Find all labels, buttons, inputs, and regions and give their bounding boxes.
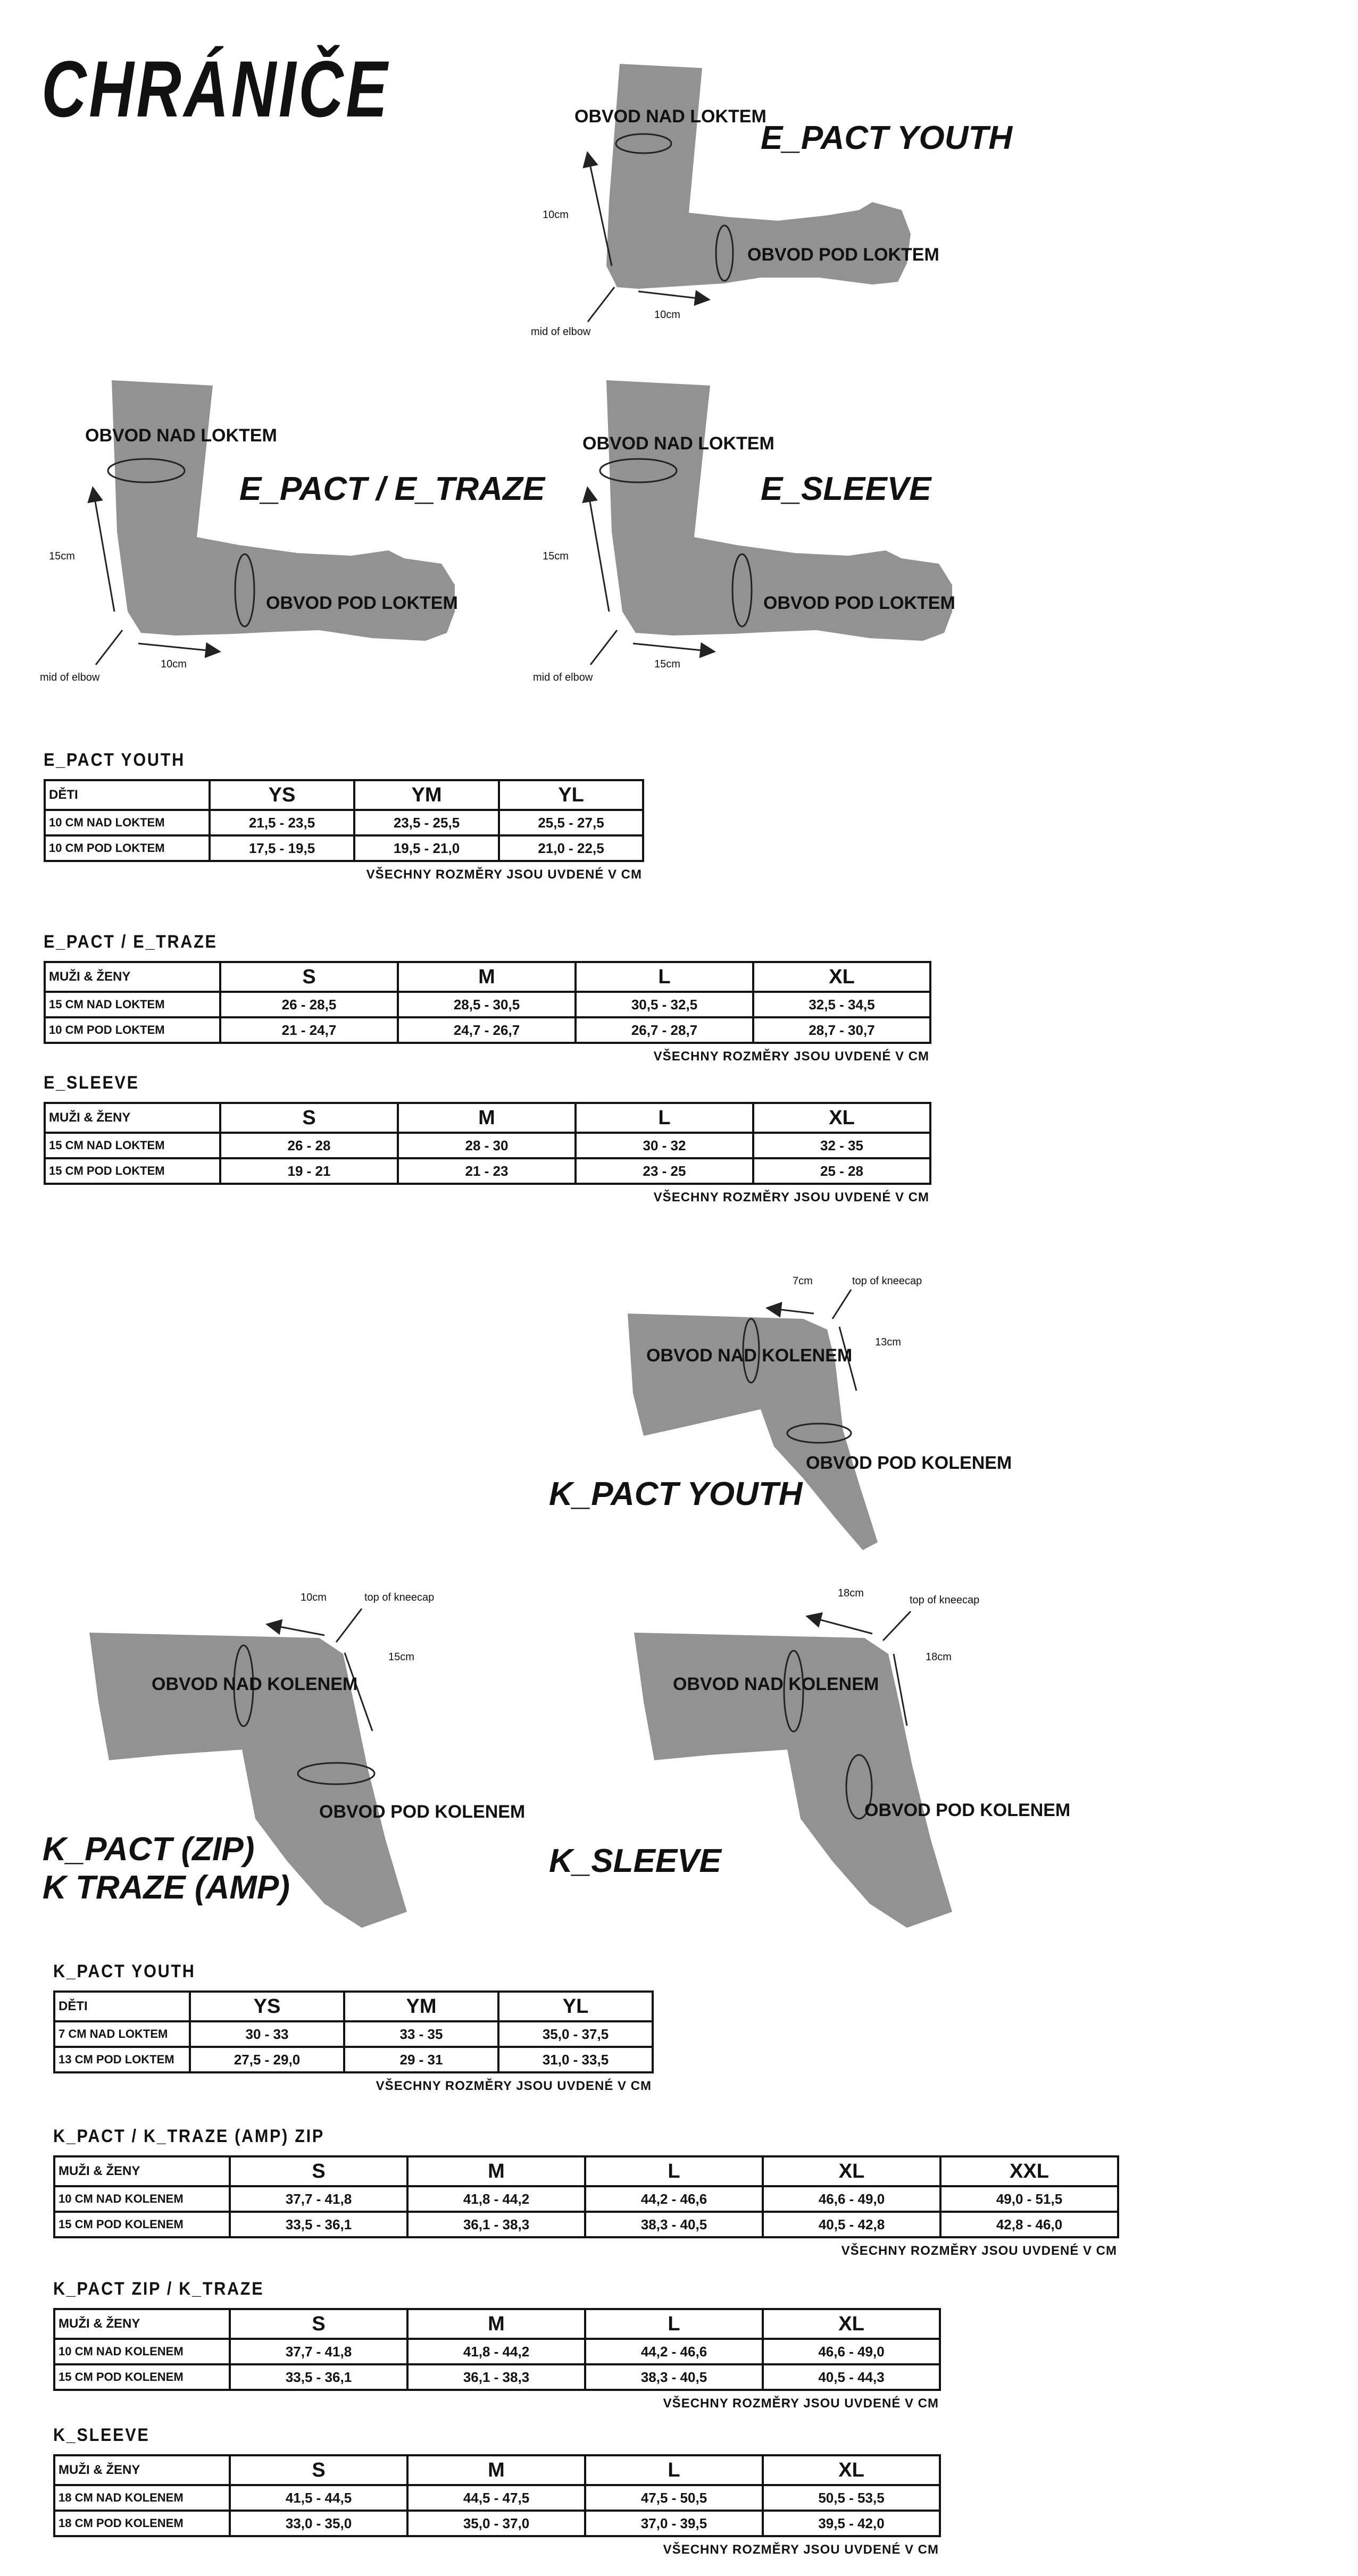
table-cell: 44,5 - 47,5 — [407, 2485, 585, 2511]
ref-label: mid of elbow — [533, 672, 593, 683]
table-cell: 42,8 - 46,0 — [940, 2212, 1118, 2237]
row-label: 10 CM POD LOKTEM — [45, 1017, 220, 1043]
header-cell: XXL — [940, 2156, 1118, 2186]
elbow-pointer-icon — [96, 630, 122, 665]
table-cell: 30 - 33 — [190, 2021, 344, 2047]
header-cell: S — [230, 2309, 407, 2339]
label-below-knee: OBVOD POD KOLENEM — [806, 1453, 1012, 1473]
label-below-elbow: OBVOD POD LOKTEM — [763, 593, 955, 613]
size-section-ksleeve — [53, 2425, 939, 2557]
table-row — [45, 835, 643, 861]
header-cell: S — [230, 2455, 407, 2485]
table-row — [54, 2047, 653, 2072]
header-cell: YM — [354, 780, 499, 810]
units-note: VŠECHNY ROZMĚRY JSOU UVDENÉ V CM — [376, 2079, 652, 2093]
product-name: E_SLEEVE — [761, 471, 931, 507]
table-row — [45, 1133, 930, 1158]
row-label: 10 CM NAD KOLENEM — [54, 2339, 230, 2364]
units-note: VŠECHNY ROZMĚRY JSOU UVDENÉ V CM — [841, 2244, 1117, 2258]
table-header-row — [54, 2455, 940, 2485]
size-table — [44, 779, 644, 862]
table-cell: 30 - 32 — [576, 1133, 753, 1158]
header-cell: XL — [763, 2455, 940, 2485]
table-row — [45, 1158, 930, 1184]
dim-label: 10cm — [654, 309, 680, 321]
size-section-epact-etraze — [44, 932, 929, 1064]
table-row — [54, 2339, 940, 2364]
header-cell: S — [220, 962, 398, 992]
elbow-pointer-icon — [588, 287, 614, 322]
size-table — [53, 2155, 1119, 2238]
table-cell: 21,5 - 23,5 — [210, 810, 354, 835]
row-label: 15 CM POD KOLENEM — [54, 2212, 230, 2237]
table-cell: 17,5 - 19,5 — [210, 835, 354, 861]
table-cell: 24,7 - 26,7 — [398, 1017, 576, 1043]
row-label: 10 CM NAD LOKTEM — [45, 810, 210, 835]
header-cell: DĚTI — [45, 780, 210, 810]
table-cell: 28,7 - 30,7 — [753, 1017, 930, 1043]
figure-kpact-zip — [43, 1592, 525, 1928]
table-cell: 44,2 - 46,6 — [585, 2186, 763, 2212]
ref-label: top of kneecap — [852, 1275, 922, 1287]
label-above-elbow: OBVOD NAD LOKTEM — [582, 433, 774, 454]
size-section-kpact-zip-ktraze — [53, 2279, 939, 2411]
distance-arrow-icon — [809, 1617, 872, 1634]
table-cell: 23,5 - 25,5 — [354, 810, 499, 835]
section-title: E_PACT / E_TRAZE — [44, 932, 218, 952]
page-title: CHRÁNIČE — [41, 44, 390, 133]
table-cell: 26 - 28,5 — [220, 992, 398, 1017]
header-cell: MUŽI & ŽENY — [54, 2455, 230, 2485]
distance-arrow-icon — [638, 291, 707, 299]
product-name: E_PACT / E_TRAZE — [239, 471, 545, 507]
table-cell: 26,7 - 28,7 — [576, 1017, 753, 1043]
table-cell: 37,0 - 39,5 — [585, 2511, 763, 2536]
header-cell: MUŽI & ŽENY — [45, 962, 220, 992]
table-cell: 35,0 - 37,5 — [498, 2021, 653, 2047]
table-cell: 33 - 35 — [344, 2021, 498, 2047]
dim-label: 10cm — [301, 1592, 327, 1603]
dim-label: 15cm — [543, 550, 569, 562]
table-cell: 37,7 - 41,8 — [230, 2186, 407, 2212]
header-cell: XL — [763, 2309, 940, 2339]
size-table — [53, 2454, 941, 2537]
table-cell: 33,0 - 35,0 — [230, 2511, 407, 2536]
table-row — [54, 2511, 940, 2536]
row-label: 15 CM POD KOLENEM — [54, 2364, 230, 2390]
table-cell: 44,2 - 46,6 — [585, 2339, 763, 2364]
dim-label: 15cm — [654, 658, 680, 670]
table-cell: 36,1 - 38,3 — [407, 2212, 585, 2237]
size-section-esleeve — [44, 1073, 929, 1205]
table-cell: 39,5 - 42,0 — [763, 2511, 940, 2536]
section-title: E_SLEEVE — [44, 1073, 139, 1093]
header-cell: L — [585, 2156, 763, 2186]
table-cell: 46,6 - 49,0 — [763, 2186, 940, 2212]
table-cell: 28 - 30 — [398, 1133, 576, 1158]
header-cell: YM — [344, 1992, 498, 2021]
table-cell: 21 - 23 — [398, 1158, 576, 1184]
header-cell: L — [585, 2309, 763, 2339]
product-name-line-1: K_PACT (ZIP) — [43, 1831, 255, 1868]
units-note: VŠECHNY ROZMĚRY JSOU UVDENÉ V CM — [663, 2542, 939, 2557]
header-cell: XL — [753, 1103, 930, 1133]
dim-label: 15cm — [388, 1651, 414, 1663]
table-cell: 46,6 - 49,0 — [763, 2339, 940, 2364]
row-label: 13 CM POD LOKTEM — [54, 2047, 190, 2072]
ref-label: top of kneecap — [364, 1592, 435, 1603]
table-cell: 28,5 - 30,5 — [398, 992, 576, 1017]
label-above-knee: OBVOD NAD KOLENEM — [152, 1674, 358, 1694]
table-cell: 33,5 - 36,1 — [230, 2364, 407, 2390]
table-cell: 23 - 25 — [576, 1158, 753, 1184]
header-cell: M — [407, 2309, 585, 2339]
table-header-row — [45, 780, 643, 810]
kneecap-pointer-icon — [336, 1609, 362, 1642]
table-cell: 50,5 - 53,5 — [763, 2485, 940, 2511]
table-cell: 38,3 - 40,5 — [585, 2364, 763, 2390]
dim-label: 13cm — [875, 1336, 901, 1348]
table-cell: 29 - 31 — [344, 2047, 498, 2072]
header-cell: DĚTI — [54, 1992, 190, 2021]
row-label: 15 CM NAD LOKTEM — [45, 1133, 220, 1158]
table-header-row — [54, 2156, 1118, 2186]
section-title: K_PACT YOUTH — [53, 1961, 196, 1981]
table-row — [54, 2364, 940, 2390]
units-note: VŠECHNY ROZMĚRY JSOU UVDENÉ V CM — [663, 2396, 939, 2411]
table-header-row — [45, 1103, 930, 1133]
size-table — [53, 1990, 654, 2073]
table-cell: 49,0 - 51,5 — [940, 2186, 1118, 2212]
distance-arrow-icon — [93, 489, 114, 612]
dim-label: 7cm — [793, 1275, 813, 1287]
table-row — [45, 1017, 930, 1043]
size-section-kpact-ktraze-zip — [53, 2126, 1117, 2259]
label-above-elbow: OBVOD NAD LOKTEM — [85, 425, 277, 446]
dim-label: 10cm — [161, 658, 187, 670]
dim-label: 18cm — [838, 1587, 864, 1599]
table-cell: 41,8 - 44,2 — [407, 2339, 585, 2364]
header-cell: XL — [753, 962, 930, 992]
distance-arrow-icon — [769, 1308, 814, 1314]
product-name: K_PACT YOUTH — [549, 1476, 803, 1512]
ref-label: mid of elbow — [40, 672, 100, 683]
size-table — [53, 2308, 941, 2391]
size-table — [44, 1102, 931, 1185]
table-header-row — [54, 2309, 940, 2339]
section-title: K_PACT ZIP / K_TRAZE — [53, 2279, 264, 2299]
label-above-elbow: OBVOD NAD LOKTEM — [574, 106, 767, 127]
elbow-pointer-icon — [590, 630, 617, 665]
label-below-elbow: OBVOD POD LOKTEM — [747, 245, 939, 265]
ref-label: mid of elbow — [531, 326, 591, 338]
kneecap-pointer-icon — [832, 1290, 851, 1319]
figure-ksleeve — [549, 1587, 1070, 1928]
table-cell: 19,5 - 21,0 — [354, 835, 499, 861]
product-name: E_PACT YOUTH — [761, 120, 1013, 156]
table-cell: 32,5 - 34,5 — [753, 992, 930, 1017]
header-cell: MUŽI & ŽENY — [54, 2156, 230, 2186]
row-label: 7 CM NAD LOKTEM — [54, 2021, 190, 2047]
table-cell: 19 - 21 — [220, 1158, 398, 1184]
size-section-epact-youth — [44, 750, 642, 882]
header-cell: S — [230, 2156, 407, 2186]
table-cell: 25,5 - 27,5 — [499, 810, 643, 835]
header-cell: XL — [763, 2156, 940, 2186]
dim-label: 15cm — [49, 550, 75, 562]
label-above-knee: OBVOD NAD KOLENEM — [673, 1674, 879, 1694]
table-cell: 27,5 - 29,0 — [190, 2047, 344, 2072]
header-cell: YL — [499, 780, 643, 810]
table-cell: 47,5 - 50,5 — [585, 2485, 763, 2511]
kneecap-pointer-icon — [883, 1611, 911, 1641]
label-below-knee: OBVOD POD KOLENEM — [319, 1802, 526, 1822]
row-label: 10 CM POD LOKTEM — [45, 835, 210, 861]
table-cell: 25 - 28 — [753, 1158, 930, 1184]
units-note: VŠECHNY ROZMĚRY JSOU UVDENÉ V CM — [366, 867, 642, 882]
header-cell: YS — [190, 1992, 344, 2021]
label-above-knee: OBVOD NAD KOLENEM — [646, 1345, 853, 1366]
distance-arrow-icon — [633, 643, 713, 651]
distance-arrow-icon — [138, 643, 218, 651]
table-cell: 37,7 - 41,8 — [230, 2339, 407, 2364]
header-cell: M — [398, 962, 576, 992]
distance-arrow-icon — [269, 1625, 324, 1635]
table-header-row — [45, 962, 930, 992]
header-cell: L — [576, 1103, 753, 1133]
section-title: K_PACT / K_TRAZE (AMP) ZIP — [53, 2126, 324, 2146]
label-below-elbow: OBVOD POD LOKTEM — [266, 593, 458, 613]
section-title: K_SLEEVE — [53, 2425, 150, 2445]
table-cell: 41,8 - 44,2 — [407, 2186, 585, 2212]
figure-esleeve — [533, 380, 955, 683]
table-row — [54, 2485, 940, 2511]
figure-epact-youth — [531, 64, 1013, 338]
row-label: 18 CM NAD KOLENEM — [54, 2485, 230, 2511]
label-below-knee: OBVOD POD KOLENEM — [864, 1800, 1071, 1820]
table-header-row — [54, 1992, 653, 2021]
header-cell: M — [398, 1103, 576, 1133]
header-cell: YS — [210, 780, 354, 810]
header-cell: L — [576, 962, 753, 992]
distance-arrow-icon — [588, 489, 609, 612]
table-cell: 33,5 - 36,1 — [230, 2212, 407, 2237]
table-cell: 38,3 - 40,5 — [585, 2212, 763, 2237]
size-section-kpact-youth — [53, 1961, 652, 2094]
dim-label: 10cm — [543, 209, 569, 221]
table-cell: 32 - 35 — [753, 1133, 930, 1158]
table-cell: 40,5 - 44,3 — [763, 2364, 940, 2390]
size-table — [44, 961, 931, 1044]
row-label: 18 CM POD KOLENEM — [54, 2511, 230, 2536]
section-title: E_PACT YOUTH — [44, 750, 185, 770]
dim-label: 18cm — [926, 1651, 952, 1663]
row-label: 15 CM NAD LOKTEM — [45, 992, 220, 1017]
figure-epact-etraze — [40, 380, 546, 683]
table-row — [45, 810, 643, 835]
table-cell: 41,5 - 44,5 — [230, 2485, 407, 2511]
ref-label: top of kneecap — [910, 1594, 980, 1606]
table-cell: 30,5 - 32,5 — [576, 992, 753, 1017]
table-cell: 31,0 - 33,5 — [498, 2047, 653, 2072]
header-cell: L — [585, 2455, 763, 2485]
row-label: 10 CM NAD KOLENEM — [54, 2186, 230, 2212]
table-cell: 21 - 24,7 — [220, 1017, 398, 1043]
distance-arrow-icon — [588, 154, 612, 266]
table-cell: 21,0 - 22,5 — [499, 835, 643, 861]
table-row — [45, 992, 930, 1017]
table-cell: 35,0 - 37,0 — [407, 2511, 585, 2536]
product-name: K_SLEEVE — [549, 1843, 721, 1879]
header-cell: YL — [498, 1992, 653, 2021]
table-row — [54, 2186, 1118, 2212]
header-cell: MUŽI & ŽENY — [54, 2309, 230, 2339]
header-cell: M — [407, 2156, 585, 2186]
header-cell: M — [407, 2455, 585, 2485]
header-cell: S — [220, 1103, 398, 1133]
header-cell: MUŽI & ŽENY — [45, 1103, 220, 1133]
table-cell: 40,5 - 42,8 — [763, 2212, 940, 2237]
row-label: 15 CM POD LOKTEM — [45, 1158, 220, 1184]
product-name-line-2: K TRAZE (AMP) — [43, 1869, 290, 1906]
units-note: VŠECHNY ROZMĚRY JSOU UVDENÉ V CM — [653, 1049, 929, 1064]
units-note: VŠECHNY ROZMĚRY JSOU UVDENÉ V CM — [653, 1190, 929, 1205]
table-row — [54, 2212, 1118, 2237]
table-row — [54, 2021, 653, 2047]
table-cell: 36,1 - 38,3 — [407, 2364, 585, 2390]
figure-kpact-youth — [549, 1275, 1012, 1550]
table-cell: 26 - 28 — [220, 1133, 398, 1158]
